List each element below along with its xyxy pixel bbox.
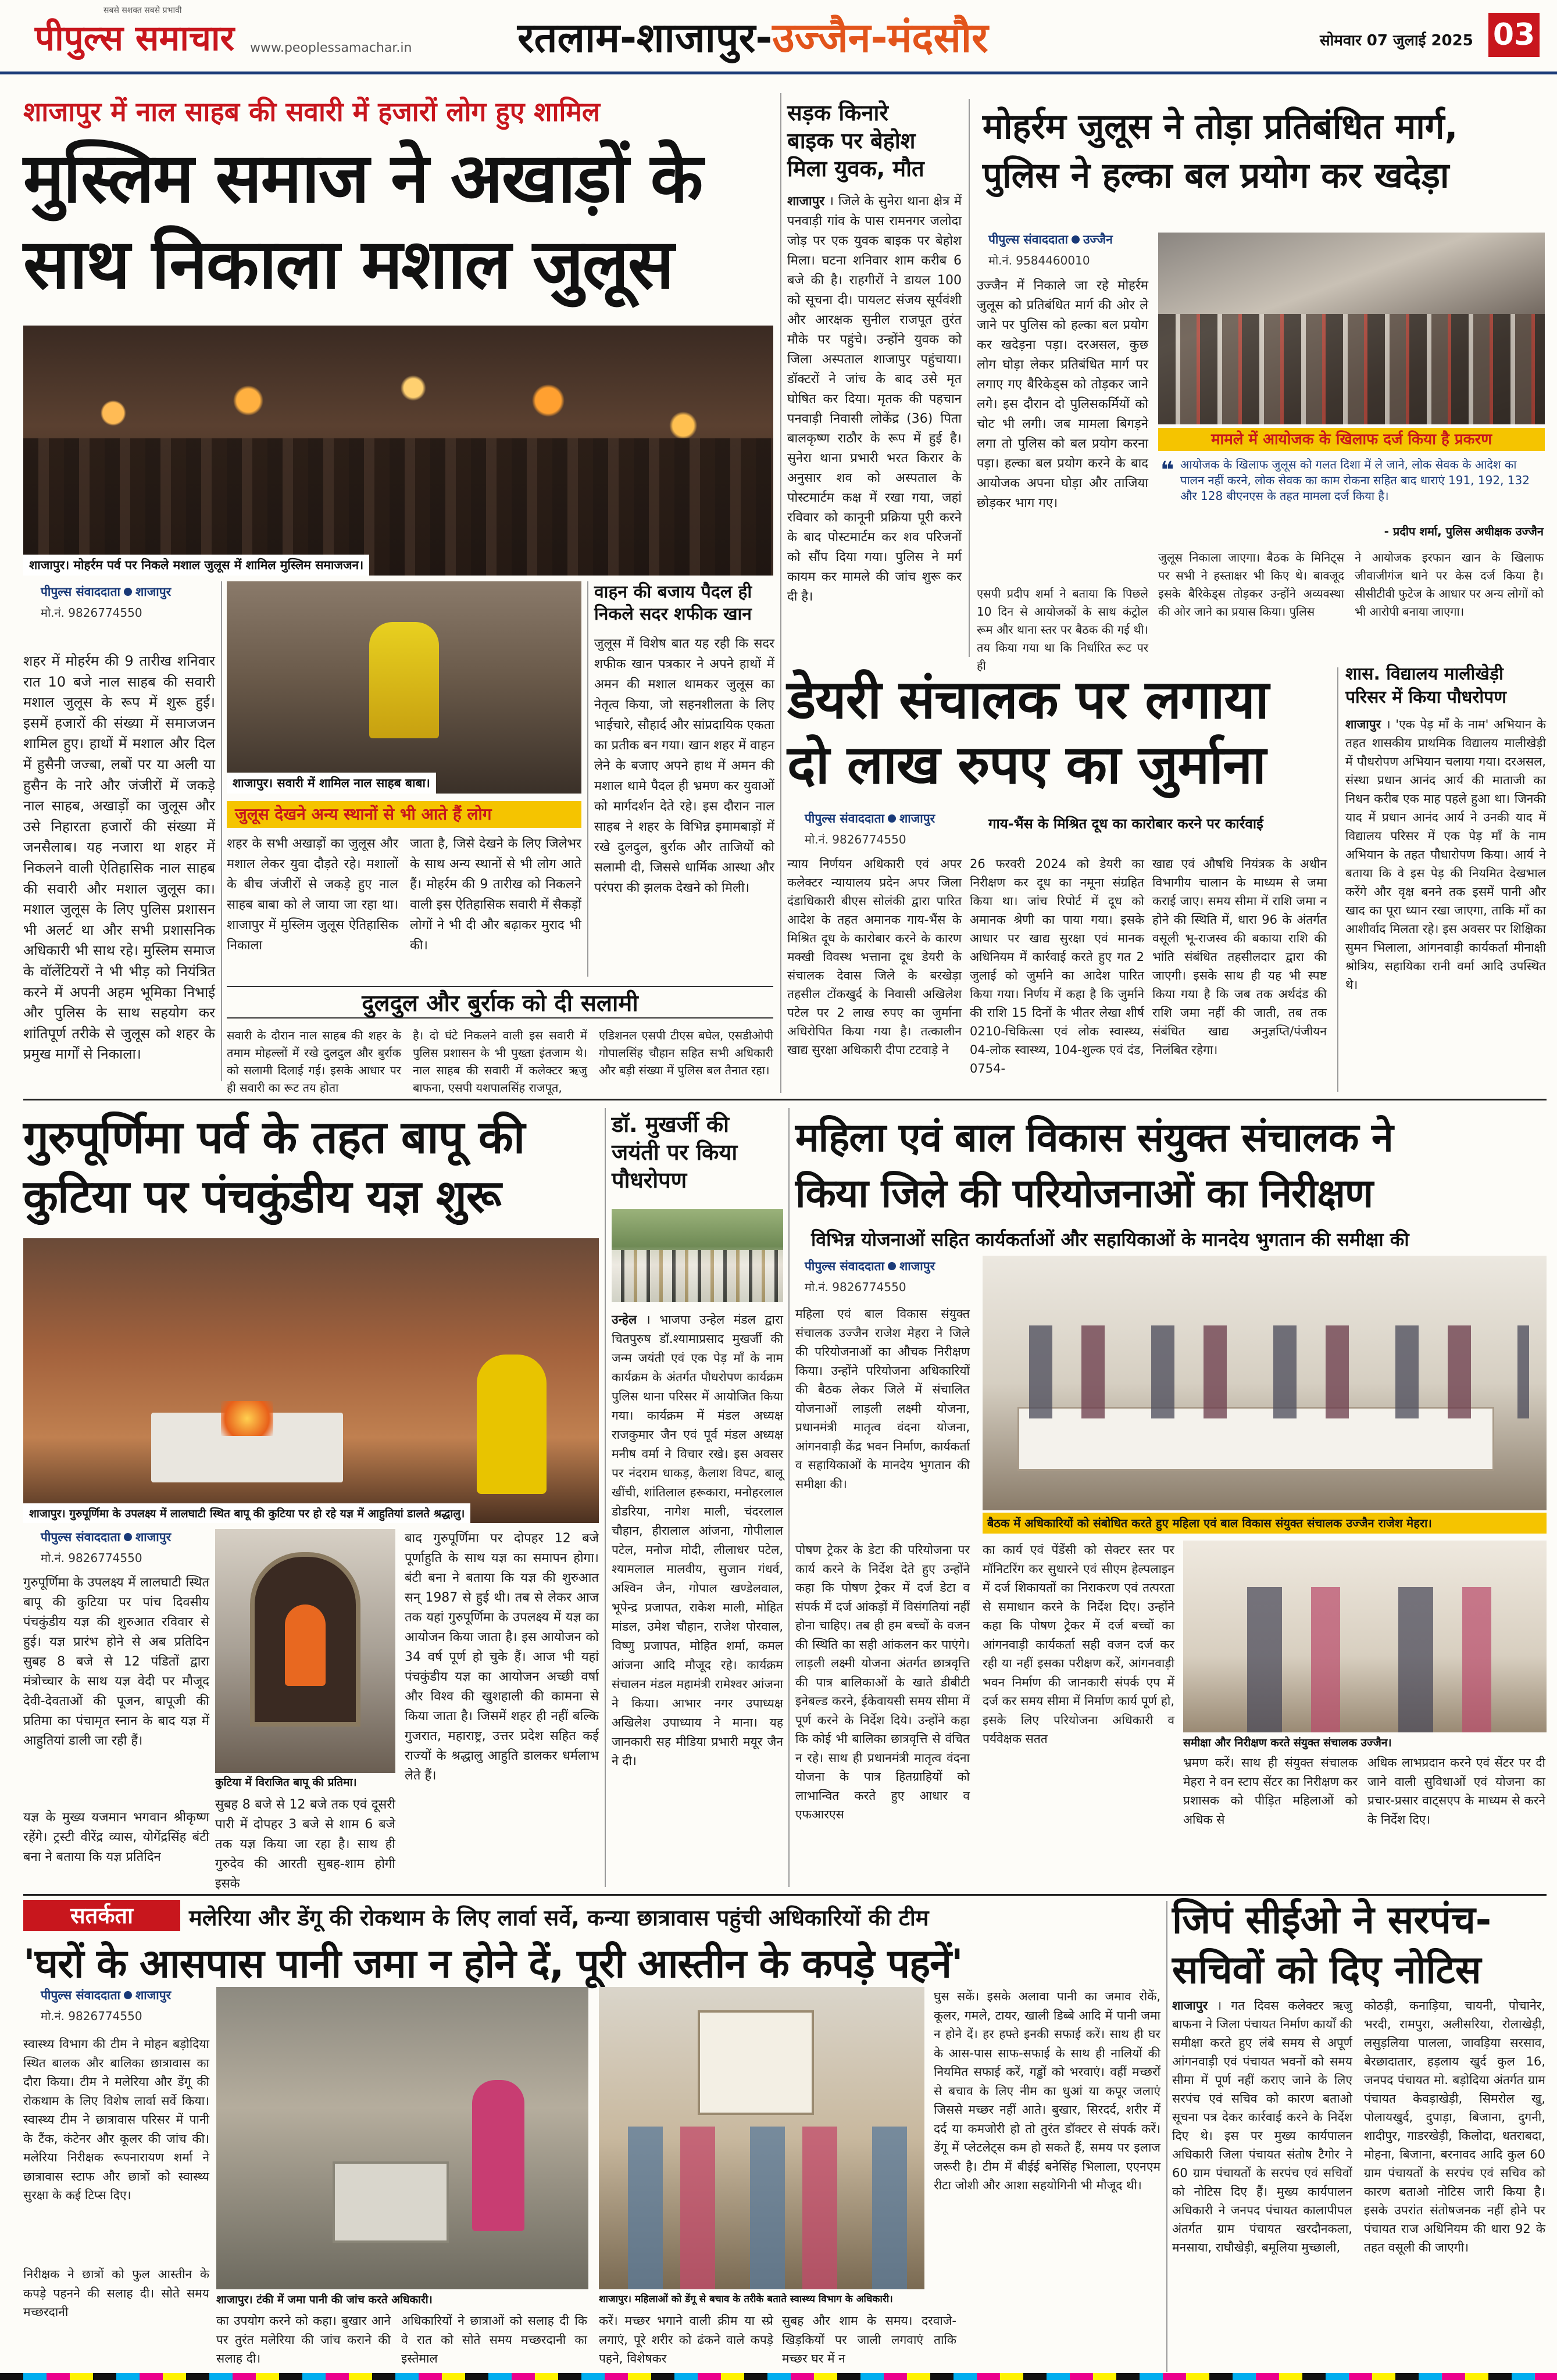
story4-body-c: खाद्य एवं औषधि नियंत्रक के अधीन विभागीय चालान के माध्यम से जमा कराई जाए। समय सीमा में राशि जमा न होने की स्थिति में, धारा 96 के अंतर्गत वसूली भू-राजस्व की बकाया राशि की भांति संबंधित तहसीलदार द्वारा की जाएगी। इसके साथ ही यह भी स्पष्ट किया गया है कि जब तक अर्थदंड की राशि जमा नहीं की जाती, तब तक संबंधित खाद्य अनुज्ञप्ति/पंजीयन निलंबित रहेगा। [1152, 857, 1327, 1057]
story10-body-a: शाजापुर । गत दिवस कलेक्टर ऋजु बाफना ने जिला पंचायत निर्माण कार्यों की समीक्षा करते हुए लंबे समय से अपूर्ण आंगनवाड़ी एवं पंचायत भवनों को समय सीमा में पूर्ण नहीं कराए जाने के लिए सरपंच एवं सचिव को कारण बताओ सूचना पत्र देकर कार्रवाई करने के निर्देश दिए थे। इस पर मुख्य कार्यपालन अधिकारी जिला पंचायत संतोष टैगोर ने 60 ग्राम पंचायतों के सरपंच एवं सचिवों को नोटिस दिए हैं। मुख्य कार्यपालन अधिकारी ने जनपद पंचायत कालापीपल अंतर्गत ग्राम पंचायत खरदौनकला, मनसाया, राघौखेड़ी, बमूलिया मुच्छाली, [1172, 1999, 1353, 2254]
story2-headline-line1: सड़क किनारे [787, 100, 888, 126]
story10-headline-line1: जिपं सीईओ ने सरपंच- [1172, 1897, 1492, 1942]
story3-quote: आयोजक के खिलाफ जुलूस को गलत दिशा में ले जाने, लोक सेवक के आदेश का पालन नहीं करने, लोक सेवक का काम रोकना सहित बाद धाराएं 191, 192, 132 और 128 बीएनएस के तहत मामला दर्ज किया है। [1180, 458, 1530, 503]
column-divider [221, 581, 222, 1081]
correspondent: पीपुल्स संवाददाता [805, 812, 884, 826]
edition-title-part1: रतलाम-शाजापुर- [517, 14, 773, 62]
story9-body-a: स्वास्थ्य विभाग की टीम ने मोहन बड़ोदिया स्थित बालक और बालिका छात्रावास का दौरा किया। टीम ने मलेरिया और डेंगू की रोकथाम के लिए विशेष लार्वा सर्वे किया। स्वास्थ्य टीम ने छात्रावास परिसर में पानी के टैंक, कंटेनर और कूलर की जांच की। मलेरिया निरीक्षक रूपनारायण शर्मा ने छात्रावास स्टाफ और छात्रों को स्वास्थ्य सुरक्षा के कई टिप्स दिए। [23, 2037, 209, 2202]
crowd-shape [1158, 314, 1545, 424]
story1-photo2-caption: शाजापुर। सवारी में शामिल नाल साहब बाबा। [227, 773, 436, 794]
story5-headline-line2: परिसर में किया पौधरोपण [1345, 687, 1506, 707]
story1-sub1-body-a: शहर के सभी अखाड़ों का जुलूस और मशाल लेकर युवा दौड़ते रहे। मशालों के बीच जंजीरों से जकड़े हुए नाल साहब बाबा को ले जाया जा रहा था। शाजापुर में मुस्लिम जुलूस ऐतिहासिक निकाला [227, 837, 398, 953]
bullet-icon [1072, 235, 1080, 244]
idol-shape [285, 1604, 326, 1686]
story6-byline [41, 1529, 171, 1545]
story1-kicker: शाजापुर में नाल साहब की सवारी में हजारों लोग हुए शामिल [23, 96, 601, 127]
story9-body-c: का उपयोग करने को कहा। बुखार आने पर तुरंत मलेरिया की जांच कराने की सलाह दी। [216, 2314, 391, 2365]
story4-body-a: न्याय निर्णयन अधिकारी एवं अपर कलेक्टर न्यायालय प्रदेन अपर जिला दंडाधिकारी बीएस सोलंकी द्वारा पारित आदेश के तहत अमानक गाय-भैंस के मिश्रित दूध के कारोबार करने के कारण मक्खी विवस्थ भत्ताना दूध डेयरी के संचालक देवास जिले के बरखेड़ा तहसील टोंकखुर्द के निवासी अखिलेश पटेल पर 2 लाख रुपए का जुर्माना अधिरोपित किया गया है। तत्कालीन खाद्य सुरक्षा अधिकारी दीपा टटवाड़े ने [787, 857, 962, 1057]
story8-body-a: महिला एवं बाल विकास संयुक्त संचालक उज्जैन राजेश मेहरा ने जिले की परियोजनाओं का औचक निरीक्षण किया। उन्होंने परियोजना अधिकारियों की बैठक लेकर जिले में संचालित योजनाओं लाड़ली लक्ष्मी योजना, प्रधानमंत्री मातृत्व वंदना योजना, आंगनवाड़ी केंद्र भवन निर्माण, कार्यकर्ता व सहायिकाओं के मानदेय भुगतान की समीक्षा की। [795, 1307, 970, 1491]
story4-body-b: 26 फरवरी 2024 को डेयरी का निरीक्षण कर दूध का नमूना संग्रहित किया था। जांच रिपोर्ट में दूध को अमानक श्रेणी का पाया गया। इसके आधार पर खाद्य सुरक्षा एवं मानक अधिनियम में कार्रवाई करते हुए गत 2 जुलाई को जुर्माने का आदेश पारित किया गया। निर्णय में कहा है कि जुर्माने की राशि 15 दिनों के भीतर लेखा शीर्ष 0210-चिकित्सा एवं लोक स्वास्थ्य, 04-लोक स्वास्थ्य, 104-शुल्क एवं दंड, 0754- [970, 857, 1144, 1075]
story9-body-d: अधिकारियों ने छात्राओं को सलाह दी कि वे रात को सोते समय मच्छरदानी का इस्तेमाल [401, 2314, 587, 2365]
story6-photo-caption: शाजापुर। गुरुपूर्णिमा के उपलक्ष्य में लालघाटी स्थित बापू की कुटिया पर हो रहे यज्ञ में आहुतियां डालते श्रद्धालु। [23, 1503, 470, 1523]
story6-body-d: बाद गुरुपूर्णिमा पर दोपहर 12 बजे पूर्णाहुति के साथ यज्ञ का समापन होगा। बंटी बना ने बताया कि यज्ञ की शुरुआत सन् 1987 से हुई थी। तब से लेकर आज तक यहां गुरुपूर्णिमा के उपलक्ष्य में यज्ञ का आयोजन किया जाता है। इस आयोजन को 34 वर्ष पूर्ण हो चुके हैं। आज भी यहां पंचकुंडीय यज्ञ का आयोजन अच्छी वर्षा और विश्व की खुशहाली की कामना से किया जाता है। जिसमें शहर ही नहीं बल्कि गुजरात, महाराष्ट्र, उत्तर प्रदेश सहित कई राज्यों के श्रद्धालु आहुति डालकर धर्मलाभ लेते हैं। [405, 1531, 599, 1783]
story8-photo2-caption: समीक्षा और निरीक्षण करते संयुक्त संचालक उज्जैन। [1183, 1736, 1392, 1749]
edition-title [517, 8, 988, 64]
column-divider [1166, 1901, 1167, 2372]
page-number: 03 [1488, 13, 1540, 57]
story9-byline [41, 1987, 171, 2003]
story1-body: शहर में मोहर्रम की 9 तारीख शनिवार रात 10 बजे नाल साहब की सवारी मशाल जुलूस के रूप में शुरू हुई। इसमें हजारों की संख्या में समाजजन शामिल हुए। हाथों में मशाल और दिल में हुसैनी जज्बा, लबों पर या अली या हुसैन के नारे और जंजीरों में जकड़े नाल साहब, अखाड़ों का जुलूस और उसे निहारता हजारों की संख्या में जनसैलाब। यह नजारा था शहर में निकलने वाली ऐतिहासिक नाल साहब की सवारी और मशाल जुलूस का। मशाल जुलूस के लिए पुलिस प्रशासन भी अलर्ट था और सभी प्रशासनिक अधिकारी भी साथ रहे। मुस्लिम समाज के वॉलेंटियरों ने भी भीड़ को नियंत्रित करने में अपनी अहम भूमिका निभाई और पुलिस के साथ सहयोग कर शांतिपूर्ण तरीके से जुलूस को शहर के प्रमुख मार्गों से निकाला। [23, 653, 215, 1063]
bullet-icon [124, 588, 132, 596]
masthead [0, 0, 1557, 74]
story4-deck: गाय-भैंस के मिश्रित दूध का कारोबार करने पर कार्रवाई [988, 816, 1263, 832]
story9-body-e: करें। मच्छर भगाने वाली क्रीम या स्प्रे लगाएं, पूरे शरीर को ढंकने वाले कपड़े पहने, विशेषकर [599, 2314, 773, 2365]
story1-headline-line1: मुस्लिम समाज ने अखाड़ों के [23, 138, 702, 218]
story1-photo2 [227, 581, 581, 794]
story8-headline [795, 1110, 1545, 1222]
story1-place: शाजापुर [135, 585, 172, 599]
story3-photo [1158, 233, 1545, 424]
story1-byline [41, 584, 171, 600]
people-shape [1006, 1325, 1529, 1418]
officer-shape [472, 2080, 524, 2231]
story1-sub2: दुलदुल और बुर्राक को दी सलामी [227, 986, 773, 1019]
section-rule [23, 1099, 1547, 1100]
column-divider [587, 581, 588, 977]
story1-sub2-body-c: एडिशनल एसपी टीएस बघेल, एसडीओपी गोपालसिंह चौहान सहित सभी अधिकारी और बड़ी संख्या में पुलिस बल तैनात रहा। [599, 1028, 773, 1077]
story1-sub1: जुलूस देखने अन्य स्थानों से भी आते हैं लोग [227, 801, 581, 828]
story4-byline [805, 810, 935, 827]
story2-body: शाजापुर । जिले के सुनेरा थाना क्षेत्र में पनवाड़ी गांव के पास रामनगर जलोदा जोड़ पर एक युवक बाइक पर बेहोश मिला। घटना शनिवार शाम करीब 6 बजे की है। राहगीरों ने डायल 100 को सूचना दी। पायलट संजय सूर्यवंशी और आरक्षक सुनील राजपूत तुरंत मौके पर पहुंचे। उन्होंने युवक को जिला अस्पताल शाजापुर पहुंचाया। डॉक्टरों ने जांच के बाद उसे मृत घोषित कर दिया। मृतक की पहचान पनवाड़ी निवासी लोकेंद्र (36) पिता बालकृष्ण राठौर के रूप में हुई है। सुनेरा थाना प्रभारी भरत किरार के अनुसार शव को अस्पताल के पोस्टमार्टम कक्ष में रखा गया, जहां रविवार को कानूनी प्रक्रिया पूरी करने के बाद पोस्टमार्टम कर शव परिजनों को सौंप दिया गया। पुलिस ने मर्ग कायम कर मामले की जांच शुरू कर दी है। [787, 194, 962, 604]
story5-headline [1345, 663, 1546, 709]
story9-place: शाजापुर [135, 1988, 172, 2002]
story7-headline-line3: पौधरोपण [612, 1167, 687, 1193]
story3-headline [983, 102, 1547, 200]
story6-body-c: सुबह 8 बजे से 12 बजे तक एवं दूसरी पारी में दोपहर 3 बजे से शाम 6 बजे तक यज्ञ किया जा रहा है। साथ ही गुरुदेव की आरती सुबह-शाम होगी इसके [215, 1797, 395, 1891]
correspondent: पीपुल्स संवाददाता [805, 1259, 884, 1273]
story3-body-a: उज्जैन में निकाले जा रहे मोहर्रम जुलूस को प्रतिबंधित मार्ग की ओर ले जाने पर पुलिस को हल्का बल प्रयोग कर खदेड़ना पड़ा। दरअसल, कुछ लोग घोड़ा लेकर प्रतिबंधित मार्ग पर लगाए गए बैरिकेड्स को तोड़कर जाने लगे। इस दौरान दो पुलिसकर्मियों को चोट भी लगी। जब मामला बिगड़ने लगा तो पुलिस को बल प्रयोग करना पड़ा। हल्का बल प्रयोग करने के बाद आयोजक अपना घोड़ा और ताजिया छोड़कर भाग गए। [977, 278, 1148, 510]
story3-body-d: ने आयोजक इरफान खान के खिलाफ जीवाजीगंज थाने पर केस दर्ज किया है। सीसीटीवी फुटेज के आधार पर अन्य लोगों को भी आरोपी बनाया जाएगा। [1355, 551, 1544, 619]
paper-name: पीपुल्स समाचार [35, 18, 235, 59]
story2-headline-line2: बाइक पर बेहोश [787, 128, 916, 153]
water-tank-shape [333, 2161, 449, 2243]
bullet-icon [124, 1991, 132, 1999]
story1-sub2-body-b: है। दो घंटे निकलने वाली इस सवारी में पुलिस प्रशासन के भी पुख्ता इंतजाम थे। नाल साहब की सवारी में कलेक्टर ऋजु बाफना, एसपी यशपालसिंह राजपूत, [413, 1028, 587, 1095]
column-divider [788, 1108, 790, 1887]
story10-place: शाजापुर [1172, 1999, 1208, 2013]
story3-headline-line2: पुलिस ने हल्का बल प्रयोग कर खदेड़ा [983, 155, 1449, 196]
group-shape [612, 1250, 783, 1302]
story9-photo1-caption: शाजापुर। टंकी में जमा पानी की जांच करते अधिकारी। [216, 2293, 433, 2306]
story1-side-head: वाहन की बजाय पैदल ही निकले सदर शफीक खान [594, 582, 752, 624]
story9-photo1 [216, 1987, 588, 2289]
registration-marks [0, 2373, 1557, 2380]
story7-headline [612, 1110, 783, 1194]
story3-body-c: जुलूस निकाला जाएगा। बैठक के मिनिट्स पर सभी ने हस्ताक्षर भी किए थे। बावजूद इसके बैरिकेड्स तोड़कर उन्होंने अव्यवस्था की ओर जाने का प्रयास किया। पुलिस [1158, 551, 1344, 619]
story6-photo2 [215, 1529, 395, 1773]
story9-body-b: निरीक्षक ने छात्रों को फुल आस्तीन के कपड़े पहनने की सलाह दी। सोते समय मच्छरदानी [23, 2267, 209, 2319]
story4-headline-line1: डेयरी संचालक पर लगाया [787, 669, 1269, 731]
story1-sub2-body-a: सवारी के दौरान नाल साहब की शहर के तमाम मोहल्लों में रखे दुलदुल और बुर्राक को सलामी दिलाई गई। इसके आधार पर ही सवारी का रूट तय होता [227, 1028, 401, 1095]
column-divider [780, 93, 781, 1093]
story9-mobile: मो.नं. 9826774550 [41, 2009, 142, 2023]
story8-deck: विभिन्न योजनाओं सहित कार्यकर्ताओं और सहायिकाओं के मानदेय भुगतान की समीक्षा की [811, 1228, 1409, 1250]
story10-headline [1172, 1895, 1547, 1995]
women-group-shape [610, 2127, 913, 2289]
story1-sub1-body-b: जाता है, जिसे देखने के लिए जिलेभर के साथ अन्य स्थानों से भी लोग आते हैं। मोहर्रम की 9 तारीख को निकलने वाली इस ऐतिहासिक सवारी में सैकड़ों लोगों ने भी दी और बढ़ाकर मुराद भी की। [410, 837, 581, 953]
story6-headline-line1: गुरुपूर्णिमा पर्व के तहत बापू की [23, 1112, 525, 1164]
story8-body-c: का कार्य एवं पेंडेंसी को सेक्टर स्तर पर मॉनिटरिंग कर सुधारने एवं सीएम हेल्पलाइन में दर्ज शिकायतों का निराकरण एवं तत्परता से समाधान करने के निर्देश दिए। उन्होंने कहा कि पोषण ट्रेकर में दर्ज बच्चों का आंगनवाड़ी कार्यकर्ता सही वजन दर्ज कर रही या नहीं इसका परीक्षण करें, आंगनवाड़ी भवन निर्माण की जानकारी संपर्क एप में दर्ज कर समय सीमा में निर्माण कार्य पूर्ण हो, इसके लिए परियोजना अधिकारी व पर्यवेक्षक सतत [983, 1543, 1174, 1746]
story6-headline [23, 1108, 599, 1227]
palanquin-shape [369, 622, 439, 738]
bullet-icon [124, 1533, 132, 1541]
story3-mobile: मो.नं. 9584460010 [988, 253, 1090, 267]
story8-headline-line1: महिला एवं बाल विकास संयुक्त संचालक ने [795, 1115, 1393, 1161]
story9-headline: 'घरों के आसपास पानी जमा न होने दें, पूरी आस्तीन के कपड़े पहनें' [23, 1941, 963, 1987]
story4-headline-line2: दो लाख रुपए का जुर्माना [787, 734, 1266, 796]
story3-quote-by: - प्रदीप शर्मा, पुलिस अधीक्षक उज्जैन [1384, 524, 1544, 538]
story5-body: शाजापुर । 'एक पेड़ माँ के नाम' अभियान के तहत शासकीय प्राथमिक विद्यालय मालीखेड़ी में पौधरोपण अभियान चलाया गया। दरअसल, संस्था प्रधान आनंद आर्य की माताजी का निधन करीब एक माह पहले हुआ था। जिनकी याद में प्रधान आनंद आर्य ने उनकी याद में विद्यालय परिसर में एक पेड़ माँ के नाम अभियान के तहत पौधारोपण किया। आर्य ने बताया कि वे इस पेड़ की नियमित देखभाल करेंगे और वृक्ष बनने तक इसमें पानी और खाद का पूरा ध्यान रखा जाएगा, ताकि माँ का आशीर्वाद मिलता रहे। इस अवसर पर शिक्षिका सुमन भिलाला, आंगनवाड़ी कार्यकर्ता मीनाक्षी श्रोत्रिय, सहायिका रानी वर्मा आदि उपस्थित थे। [1345, 717, 1546, 992]
story3-body-b: एसपी प्रदीप शर्मा ने बताया कि पिछले 10 दिन से आयोजकों के साथ कंट्रोल रूम और थाना स्तर पर बैठक की गई थी। तय किया गया था कि निर्धारित रूट पर ही [977, 587, 1148, 673]
story4-place: शाजापुर [899, 812, 935, 826]
story7-headline-line2: जयंती पर किया [612, 1139, 738, 1165]
story6-photo [23, 1238, 599, 1523]
story5-place: शाजापुर [1345, 717, 1381, 731]
column-divider [1337, 667, 1338, 1092]
story6-photo2-caption: कुटिया में विराजित बापू की प्रतिमा। [215, 1776, 357, 1789]
story7-body: उन्हेल । भाजपा उन्हेल मंडल द्वारा चितपुरुष डॉ.श्यामाप्रसाद मुखर्जी की जन्म जयंती एवं एक पेड़ माँ के नाम कार्यक्रम के अंतर्गत पौधरोपण कार्यक्रम पुलिस थाना परिसर में आयोजित किया गया। कार्यक्रम में मंडल अध्यक्ष राजकुमार जैन एवं पूर्व मंडल अध्यक्ष मनीष वर्मा ने विचार रखे। इस अवसर पर नंदराम धाकड़, कैलाश विपट, बालू खींची, शांतिलाल हरूकारा, मनोहरलाल डोडरिया, नागेश माली, चंदरलाल चौहान, हीरालाल आंजना, गोपीलाल पटेल, मनोज मोदी, लीलाधर पटेल, श्यामलाल मालवीय, सुजान गंधर्व, अश्विन जैन, गोपाल खण्डेलवाल, भूपेन्द्र प्रजापत, राकेश माली, मोहित मांडल, उमेश चौहान, राजेश पोरवाल, विष्णु प्रजापत, मोहित शर्मा, कमल आंजना आदि मौजूद रहे। कार्यक्रम संचालन मंडल महामंत्री रामेश्वर आंजना ने किया। आभार नगर उपाध्यक्ष अखिलेश उपाध्याय ने माना। यह जानकारी सह मीडिया प्रभारी मयूर जैन ने दी। [612, 1313, 783, 1768]
story2-headline [787, 99, 962, 183]
fire-shape [221, 1401, 273, 1436]
story3-byline [988, 231, 1113, 248]
story9-photo2-caption: शाजापुर। महिलाओं को डेंगू से बचाव के तरीके बताते स्वास्थ्य विभाग के अधिकारी। [599, 2293, 893, 2305]
story4-mobile: मो.नं. 9826774550 [805, 832, 906, 846]
story8-mobile: मो.नं. 9826774550 [805, 1280, 906, 1294]
story8-place: शाजापुर [899, 1259, 935, 1273]
story4-headline [787, 667, 1334, 798]
story6-place: शाजापुर [135, 1530, 172, 1544]
correspondent: पीपुल्स संवाददाता [41, 1988, 120, 2002]
story7-body-text: भाजपा उन्हेल मंडल द्वारा चितपुरुष डॉ.श्यामाप्रसाद मुखर्जी की जन्म जयंती एवं एक पेड़ माँ के नाम कार्यक्रम के अंतर्गत पौधरोपण कार्यक्रम पुलिस थाना परिसर में आयोजित किया गया। कार्यक्रम में मंडल अध्यक्ष राजकुमार जैन एवं पूर्व मंडल अध्यक्ष मनीष वर्मा ने विचार रखे। इस अवसर पर नंदराम धाकड़, कैलाश विपट, बालू खींची, शांतिलाल हरूकारा, मनोहरलाल डोडरिया, नागेश माली, चंदरलाल चौहान, हीरालाल आंजना, गोपीलाल पटेल, मनोज मोदी, लीलाधर पटेल, श्यामलाल मालवीय, सुजान गंधर्व, अश्विन जैन, गोपाल खण्डेलवाल, भूपेन्द्र प्रजापत, राकेश माली, मोहित मांडल, उमेश चौहान, राजेश पोरवाल, विष्णु प्रजापत, मोहित शर्मा, कमल आंजना आदि मौजूद रहे। कार्यक्रम संचालन मंडल महामंत्री रामेश्वर आंजना ने किया। आभार नगर उपाध्यक्ष अखिलेश उपाध्याय ने माना। यह जानकारी सह मीडिया प्रभारी मयूर जैन ने दी। [612, 1313, 783, 1768]
story1-headline [23, 135, 773, 307]
story3-place: उज्जैन [1083, 233, 1113, 246]
notice-board-shape [698, 2010, 814, 2115]
story1-side-body: जुलूस में विशेष बात यह रही कि सदर शफीक खान पत्रकार ने अपने हाथों में अमन की मशाल थामकर जुलूस का नेतृत्व किया, जो सहनशीलता के लिए भाईचारे, सौहार्द और सांप्रदायिक एकता का प्रतीक बन गया। खान शहर में वाहन लेने के बजाए अपने हाथ में अमन की मशाल थामे पैदल ही भ्रमण कर युवाओं को मार्गदर्शन देते रहे। इस दौरान नाल साहब ने शहर के विभिन्न इमामबाड़ों में रखे दुलदुल, बुर्राक और ताजियों को सलामी दी, जिससे धार्मिक आस्था और परंपरा की झलक देखने को मिली। [594, 637, 774, 895]
paper-logo [35, 13, 234, 60]
bullet-icon [888, 814, 896, 823]
story6-mobile: मो.नं. 9826774550 [41, 1551, 142, 1565]
story6-body-b: यज्ञ के मुख्य यजमान भगवान श्रीकृष्ण रहेंगे। ट्रस्टी वीरेंद्र व्यास, योगेंद्रसिंह बंटी बना ने बताया कि यज्ञ प्रतिदिन [23, 1810, 209, 1864]
story8-byline [805, 1258, 935, 1274]
quote-icon: ❝ [1160, 457, 1174, 484]
officials-shape [1218, 1587, 1520, 1732]
story8-photo-caption: बैठक में अधिकारियों को संबोधित करते हुए महिला एवं बाल विकास संयुक्त संचालक उज्जैन राजेश मेहरा। [983, 1513, 1547, 1534]
correspondent: पीपुल्स संवाददाता [41, 1530, 120, 1544]
story6-body-a: गुरुपूर्णिमा के उपलक्ष्य में लालघाटी स्थित बापू की कुटिया पर पांच दिवसीय पंचकुंडीय यज्ञ की शुरुआत रविवार से हुई। यज्ञ प्रारंभ होने से अब प्रतिदिन सुबह 8 बजे से 12 पंडितों द्वारा मंत्रोच्चार के साथ यज्ञ वेदी पर मौजूद देवी-देवताओं की पूजन, बापूजी की प्रतिमा का पंचामृत स्नान के बाद यज्ञ में आहुतियां डाली जा रही हैं। [23, 1575, 209, 1748]
story8-photo2 [1183, 1541, 1547, 1732]
column-divider [605, 1108, 606, 1887]
story10-body-a-text: गत दिवस कलेक्टर ऋजु बाफना ने जिला पंचायत निर्माण कार्यों की समीक्षा करते हुए लंबे समय से अपूर्ण आंगनवाड़ी एवं पंचायत भवनों को समय सीमा में पूर्ण नहीं कराए जाने के लिए सरपंच एवं सचिव को कारण बताओ सूचना पत्र देकर कार्रवाई करने के निर्देश दिए थे। इस पर मुख्य कार्यपालन अधिकारी जिला पंचायत संतोष टैगोर ने 60 ग्राम पंचायतों के सरपंच एवं सचिवों को नोटिस दिए हैं। मुख्य कार्यपालन अधिकारी ने जनपद पंचायत कालापीपल अंतर्गत ग्राम पंचायत खरदौनकला, मनसाया, राघौखेड़ी, बमूलिया मुच्छाली, [1172, 1999, 1353, 2254]
issue-date: सोमवार 07 जुलाई 2025 [1320, 32, 1473, 49]
story9-photo2 [599, 1987, 924, 2289]
column-divider [969, 99, 970, 657]
bullet-icon [888, 1262, 896, 1270]
story8-photo [983, 1256, 1547, 1510]
story8-body-d: भ्रमण करें। साथ ही संयुक्त संचालक मेहरा ने वन स्टाप सेंटर का निरीक्षण कर प्रशासक को पीड़ित महिलाओं को अधिक से [1183, 1756, 1358, 1827]
story9-kicker: मलेरिया और डेंगू की रोकथाम के लिए लार्वा सर्वे, कन्या छात्रावास पहुंची अधिकारियों की टीम [189, 1905, 929, 1931]
story5-body-text: 'एक पेड़ माँ के नाम' अभियान के तहत शासकीय प्राथमिक विद्यालय मालीखेड़ी में पौधरोपण अभियान चलाया गया। दरअसल, संस्था प्रधान आनंद आर्य की माताजी का निधन करीब एक माह पहले हुआ था। जिनकी याद में प्रधान आनंद आर्य ने उनकी याद में विद्यालय परिसर में एक पेड़ माँ के नाम अभियान के तहत पौधारोपण किया। आर्य ने बताया कि वे इस पेड़ की नियमित देखभाल करेंगे और वृक्ष बनने तक इसमें पानी और खाद का पूरा ध्यान रखा जाएगा, ताकि माँ का आशीर्वाद मिलता रहे। इस अवसर पर शिक्षिका सुमन भिलाला, आंगनवाड़ी कार्यकर्ता मीनाक्षी श्रोत्रिय, सहायिका रानी वर्मा आदि उपस्थित थे। [1345, 717, 1546, 992]
story9-body-g: घुस सकें। इसके अलावा पानी का जमाव रोकें, कूलर, गमले, टायर, खाली डिब्बे आदि में पानी जमा न होने दें। हर हफ्ते इनकी सफाई करें। साथ ही घर के आस-पास साफ-सफाई के साथ ही नालियों की नियमित सफाई करें, गड्ढों को भरवाएं। वहीं मच्छरों से बचाव के लिए नीम का धुआं या कपूर जलाएं जिससे मच्छर नहीं आते। बुखार, सिरदर्द, शरीर में दर्द या कमजोरी हो तो तुरंत डॉक्टर से संपर्क करें। डेंगू में प्लेटलेट्स कम हो सकते हैं, समय पर इलाज जरूरी है। टीम में बीईई बनेसिंह भिलाला, एएनएम रीटा जोशी और आशा सहयोगिनी भी मौजूद थी। [934, 1989, 1160, 2192]
story10-body-b: कोठड़ी, कनाड़िया, चायनी, पोचानेर, भरदी, रामपुरा, अलीसरिया, रोलाखेड़ी, लसुड़लिया पालला, जावड़िया सरसाव, बेरछादातार, हड़लाय खुर्द कुल 16, जनपद पंचायत मो. बड़ोदिया अंतर्गत ग्राम पंचायत केवड़ाखेड़ी, सिमरोल खु, पोलायखुर्द, दुपाड़ा, बिजाना, दुगनी, शादीपुर, गाडरखेड़ी, किलोदा, धतराबदा, मोहना, बिजाना, बरनावद आदि कुल 60 ग्राम पंचायतों के सरपंच एवं सचिव को कारण बताओ नोटिस जारी किया है। इसके उपरांत संतोषजनक नहीं होने पर पंचायत राज अधिनियम की धारा 92 के तहत वसूली की जाएगी। [1364, 1999, 1545, 2254]
story9-body-f: सुबह और शाम के समय। दरवाजे-खिड़कियों पर जाली लगवाएं ताकि मच्छर घर में न [782, 2314, 956, 2365]
story3-photo-caption: मामले में आयोजक के खिलाफ दर्ज किया है प्रकरण [1158, 428, 1545, 451]
website-link[interactable]: www.peoplessamachar.in [250, 41, 412, 55]
story2-headline-line3: मिला युवक, मौत [787, 156, 924, 181]
story6-headline-line2: कुटिया पर पंचकुंडीय यज्ञ शुरू [23, 1171, 501, 1223]
paper-tagline: सबसे सशक्त सबसे प्रभावी [103, 6, 182, 15]
correspondent: पीपुल्स संवाददाता [41, 585, 120, 599]
devotee-shape [477, 1355, 547, 1494]
story8-headline-line2: किया जिले की परियोजनाओं का निरीक्षण [795, 1171, 1373, 1217]
story5-headline-line1: शास. विद्यालय मालीखेड़ी [1345, 664, 1504, 684]
story1-photo-caption: शाजापुर। मोहर्रम पर्व पर निकले मशाल जुलूस में शामिल मुस्लिम समाजजन। [23, 555, 369, 576]
story2-body-text: जिले के सुनेरा थाना क्षेत्र में पनवाड़ी गांव के पास रामनगर जलोदा जोड़ पर एक युवक बाइक पर बेहोश मिला। घटना शनिवार शाम करीब 6 बजे की है। राहगीरों ने डायल 100 को सूचना दी। पायलट संजय सूर्यवंशी और आरक्षक सुनील राजपूत तुरंत मौके पर पहुंचे। उन्होंने युवक को जिला अस्पताल शाजापुर पहुंचाया। डॉक्टरों ने जांच के बाद उसे मृत घोषित कर दिया। मृतक की पहचान पनवाड़ी निवासी लोकेंद्र (36) पिता बालकृष्ण राठौर के रूप में हुई है। सुनेरा थाना प्रभारी भरत किरार के अनुसार शव को अस्पताल के पोस्टमार्टम कक्ष में रखा गया, जहां रविवार को कानूनी प्रक्रिया पूरी करने के बाद पोस्टमार्टम कर शव परिजनों को सौंप दिया गया। पुलिस ने मर्ग कायम कर मामले की जांच शुरू कर दी है। [787, 194, 962, 604]
story7-photo [612, 1209, 783, 1302]
story2-place: शाजापुर [787, 194, 825, 209]
story8-body-e: अधिक लाभप्रदान करने एवं सेंटर पर दी जाने वाली सुविधाओं एवं योजना का प्रचार-प्रसार वाट्सएप के माध्यम से करने के निर्देश दिए। [1367, 1756, 1545, 1827]
story7-headline-line1: डॉ. मुखर्जी की [612, 1112, 729, 1137]
story3-headline-line1: मोहर्रम जुलूस ने तोड़ा प्रतिबंधित मार्ग, [983, 106, 1458, 147]
story1-headline-line2: साथ निकाला मशाल जुलूस [23, 224, 673, 304]
story8-body-b: पोषण ट्रेकर के डेटा की परियोजना पर कार्य करने के निर्देश देते हुए उन्होंने कहा कि पोषण ट्रेकर में दर्ज डेटा व संपर्क में दर्ज आंकड़ों में विसंगतियां नहीं होना चाहिए। तब ही हम बच्चों के वजन की स्थिति का सही आंकलन कर पाएंगे। लाड़ली लक्ष्मी योजना अंतर्गत छात्रवृत्ति की पात्र बालिकाओं के खाते डीबीटी इनेबल्ड करने, ईकेवायसी समय सीमा में पूर्ण करने के निर्देश दिये। उन्होंने कहा कि कोई भी बालिका छात्रवृत्ति से वंचित न रहे। साथ ही प्रधानमंत्री मातृत्व वंदना योजना के पात्र हितग्राहियों को लाभान्वित करते हुए आधार व एफआरएस [795, 1543, 970, 1821]
story1-photo [23, 326, 773, 576]
correspondent: पीपुल्स संवाददाता [988, 233, 1068, 246]
edition-title-part2: उज्जैन-मंदसौर [772, 14, 988, 62]
story1-mobile: मो.नं. 9826774550 [41, 606, 142, 620]
story7-place: उन्हेल [612, 1313, 637, 1327]
story10-headline-line2: सचिवों को दिए नोटिस [1172, 1947, 1481, 1992]
story9-badge: सतर्कता [23, 1900, 180, 1931]
